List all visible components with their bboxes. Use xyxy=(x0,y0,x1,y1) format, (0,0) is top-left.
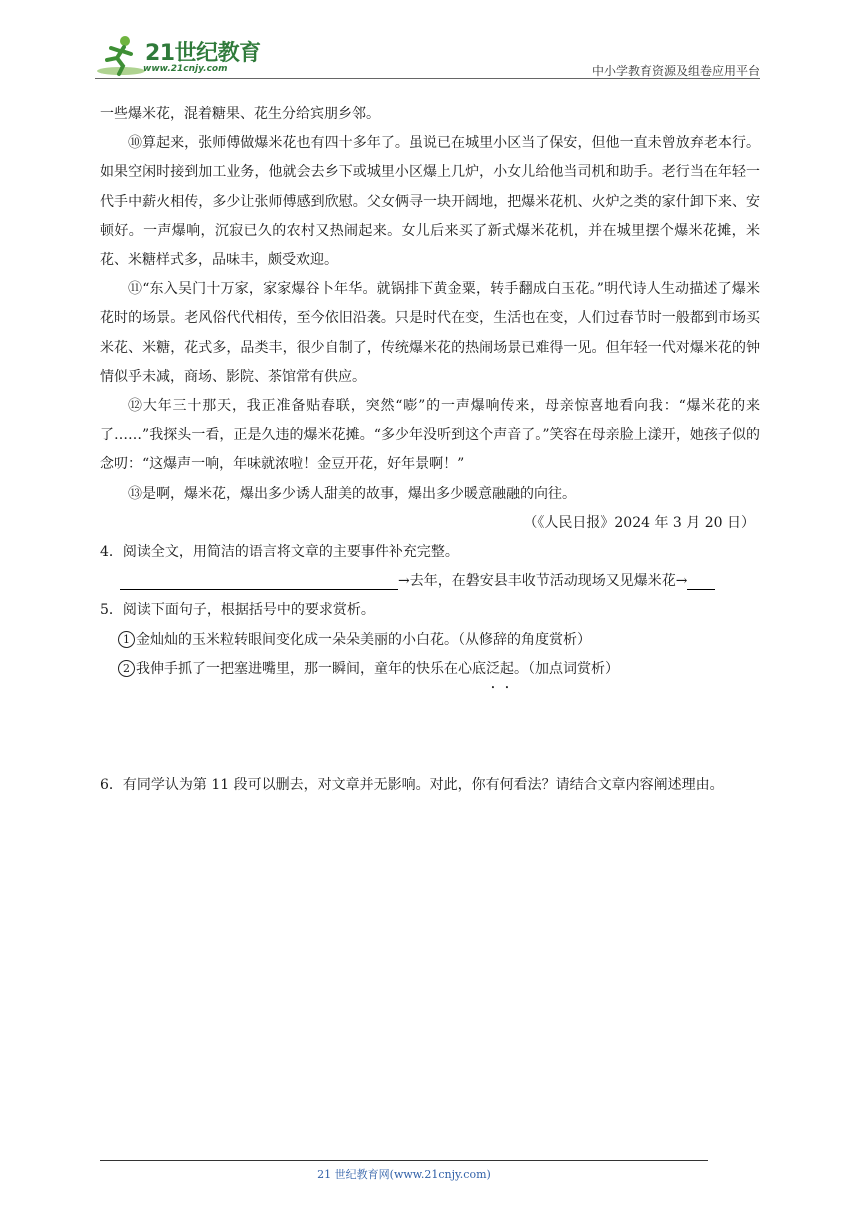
paragraph-number: ⑬ xyxy=(128,485,142,502)
question-5-item-1 xyxy=(100,626,760,655)
paragraph-number: ⑩ xyxy=(128,135,143,152)
paragraph-9-tail: 一些爆米花，混着糖果、花生分给宾朋乡邻。 xyxy=(100,106,380,122)
answer-blank-2[interactable] xyxy=(687,571,715,590)
logo-text: 21世纪教育 xyxy=(145,41,261,66)
paragraph-11 xyxy=(100,275,760,392)
footer-divider xyxy=(100,1160,708,1161)
paragraph-text: 是啊，爆米花，爆出多少诱人甜美的故事，爆出多少暖意融融的向往。 xyxy=(142,485,576,502)
header-divider xyxy=(95,78,760,79)
item-text-post: 。（加点词赏析） xyxy=(514,660,619,677)
question-4: 4．阅读全文，用简洁的语言将文章的主要事件补充完整。 xyxy=(100,544,459,561)
page-footer[interactable]: 21 世纪教育网(www.21cnjy.com) xyxy=(317,1168,491,1181)
item-text: 金灿灿的玉米粒转眼间变化成一朵朵美丽的小白花。（从修辞的角度赏析） xyxy=(136,631,591,648)
item-text-pre: 我伸手抓了一把塞进嘴里，那一瞬间，童年的快乐在心底 xyxy=(136,660,486,677)
question-4-middle-text: →去年，在磐安县丰收节活动现场又见爆米花→ xyxy=(398,573,688,590)
item-number-2: 2 xyxy=(118,660,135,677)
article-source: （《人民日报》2024 年 3 月 20 日） xyxy=(523,514,755,531)
document-body xyxy=(100,100,760,800)
paragraph-12 xyxy=(100,392,760,480)
question-5: 5．阅读下面句子，根据括号中的要求赏析。 xyxy=(100,602,375,619)
platform-name: 中小学教育资源及组卷应用平台 xyxy=(591,64,760,78)
page-header xyxy=(95,34,760,80)
paragraph-text: 大年三十那天，我正准备贴春联，突然“嘭”的一声爆响传来，母亲惊喜地看向我：“爆米花的来了……”我探头一看，正是久违的爆米花摊。“多少年没听到这个声音了。”笑容在母亲脸上漾开，她孩子似的念叨：“这爆声一响，年味就浓啦！金豆开花，好年景啊！” xyxy=(100,398,760,473)
paragraph-number: ⑫ xyxy=(128,398,143,415)
question-6: 6．有同学认为第 11 段可以删去，对文章并无影响。对此，你有何看法？请结合文章内容阐述理由。 xyxy=(100,777,724,794)
paragraph-10 xyxy=(100,129,760,275)
site-logo[interactable] xyxy=(95,34,270,78)
logo-url: www.21cnjy.com xyxy=(143,64,228,74)
question-4-answer-line xyxy=(100,567,760,596)
item-number-1: 1 xyxy=(118,631,135,648)
runner-icon xyxy=(95,34,147,78)
paragraph-text: 算起来，张师傅做爆米花也有四十多年了。虽说已在城里小区当了保安，但他一直未曾放弃老本行。如果空闲时接到加工业务，他就会去乡下或城里小区爆上几炉，小女儿给他当司机和助手。老行当在年轻一代手中薪火相传，多少让张师傅感到欣慰。父女俩寻一块开阔地，把爆米花机、火炉之类的家什卸下来、安顿好。一声爆响，沉寂已久的农村又热闹起来。女儿后来买了新式爆米花机，并在城里摆个爆米花摊，米花、米糖样式多，品味丰，颇受欢迎。 xyxy=(100,135,760,269)
paragraph-number: ⑪ xyxy=(128,281,143,298)
dotted-word-1: 泛 xyxy=(486,660,500,677)
answer-space-5 xyxy=(100,684,760,771)
question-5-item-2 xyxy=(100,655,760,684)
answer-blank-1[interactable] xyxy=(120,571,398,590)
paragraph-text: “东入吴门十万家，家家爆谷卜年华。就锅排下黄金粟，转手翻成白玉花。”明代诗人生动描述了爆米花时的场景。老风俗代代相传，至今依旧沿袭。只是时代在变，生活也在变，人们过春节时一般都到市场买米花、米糖，花式多，品类丰，很少自制了，传统爆米花的热闹场景已难得一见。但年轻一代对爆米花的钟情似乎未减，商场、影院、茶馆常有供应。 xyxy=(100,281,761,385)
dotted-word-2: 起 xyxy=(500,660,514,677)
paragraph-13 xyxy=(100,480,760,509)
